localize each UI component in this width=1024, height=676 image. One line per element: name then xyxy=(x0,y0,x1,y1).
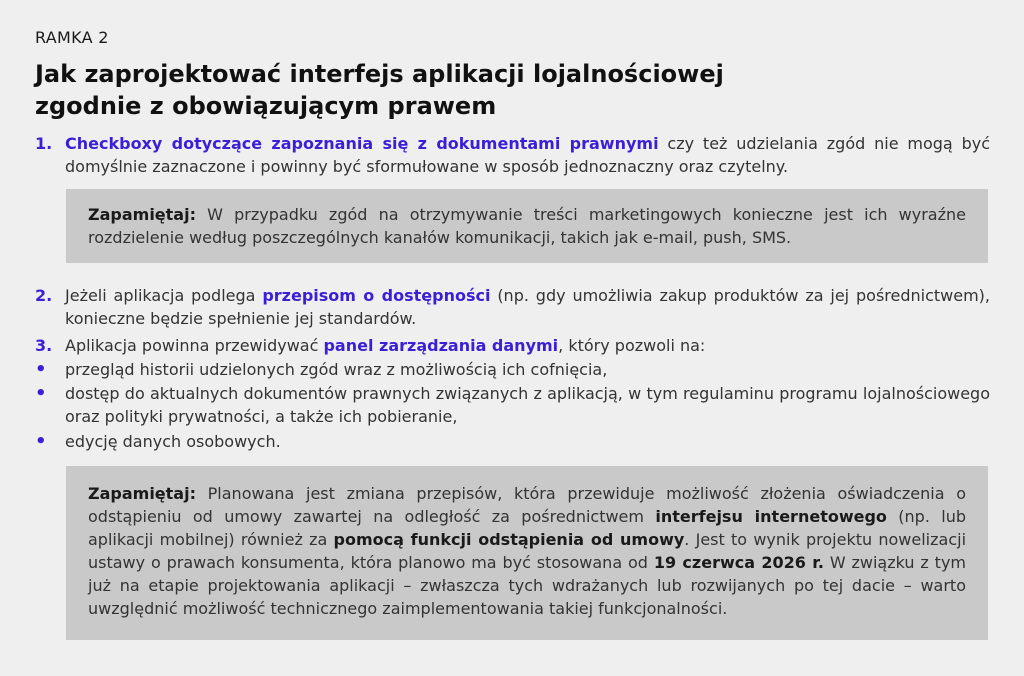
bullet-item-1 xyxy=(35,358,990,381)
remember-text-1: Planowana jest zmiana przepisów, która przewiduje możliwość złożenia oświadczenia o odstąpieniu od umowy zawartej na odległość za pośrednictwem xyxy=(88,484,966,526)
item-pre: Aplikacja powinna przewidywać xyxy=(65,336,324,355)
remember-label: Zapamiętaj: xyxy=(88,205,196,224)
item-text xyxy=(65,132,990,178)
bullet-text: edycję danych osobowych. xyxy=(65,432,281,451)
title-line-1: Jak zaprojektować interfejs aplikacji lojalnościowej xyxy=(35,60,724,88)
remember-box-1 xyxy=(66,189,988,263)
remember-text-3: . Jest to wynik projektu nowelizacji ustawy o prawach konsumenta, która planowo ma być stosowana od xyxy=(88,530,967,572)
remember-bold-3: 19 czerwca 2026 r. xyxy=(653,553,824,572)
item-rest: (np. gdy umożliwia zakup produktów za jej pośrednictwem), konieczne będzie spełnienie jej standardów. xyxy=(65,286,991,328)
remember-text: W przypadku zgód na otrzymywanie treści marketingowych konieczne jest ich wyraźne rozdzielenie według poszczególnych kanałów komunikacji, takich jak e-mail, push, SMS. xyxy=(88,205,966,247)
item-number: 2. xyxy=(35,286,53,305)
list-item-1 xyxy=(35,132,990,178)
bullet-item-2 xyxy=(35,382,990,428)
list-item-2 xyxy=(35,284,990,330)
item-highlight: przepisom o dostępności xyxy=(262,286,491,305)
bullet-item-3 xyxy=(35,430,990,453)
bullet-icon: • xyxy=(35,431,47,452)
item-highlight: panel zarządzania danymi xyxy=(323,336,559,355)
remember-bold-1: interfejsu internetowego xyxy=(655,507,887,526)
bullet-text: przegląd historii udzielonych zgód wraz z możliwością ich cofnięcia, xyxy=(65,360,608,379)
title-line-2: zgodnie z obowiązującym prawem xyxy=(35,92,497,120)
remember-text-4: W związku z tym już na etapie projektowania aplikacji – zwłaszcza tych wdrażanych lub rozwijanych po tej dacie – warto uwzględnić możliwość technicznego zaimplementowania takiej funkcjonalności. xyxy=(88,553,967,618)
item-highlight: Checkboxy dotyczące zapoznania się z dokumentami prawnymi xyxy=(65,134,659,153)
item-number: 3. xyxy=(35,336,53,355)
bullet-icon: • xyxy=(35,383,47,404)
item-text xyxy=(65,284,990,330)
page-title xyxy=(35,58,935,122)
remember-label: Zapamiętaj: xyxy=(88,484,196,503)
bullet-text: dostęp do aktualnych dokumentów prawnych związanych z aplikacją, w tym regulaminu programu lojalnościowego oraz polityki prywatności, a także ich pobieranie, xyxy=(65,384,990,426)
item-text xyxy=(65,334,990,357)
list-item-3 xyxy=(35,334,990,357)
remember-text-2: (np. lub aplikacji mobilnej) również za xyxy=(88,507,967,549)
item-pre: Jeżeli aplikacja podlega xyxy=(65,286,263,305)
remember-box-2 xyxy=(66,466,988,640)
item-rest: czy też udzielania zgód nie mogą być domyślnie zaznaczone i powinny być sformułowane w sposób jednoznaczny oraz czytelny. xyxy=(65,134,991,176)
item-number: 1. xyxy=(35,134,53,153)
bullet-icon: • xyxy=(35,359,47,380)
box-label: RAMKA 2 xyxy=(35,28,109,47)
remember-bold-2: pomocą funkcji odstąpienia od umowy xyxy=(333,530,685,549)
item-rest: , który pozwoli na: xyxy=(558,336,706,355)
